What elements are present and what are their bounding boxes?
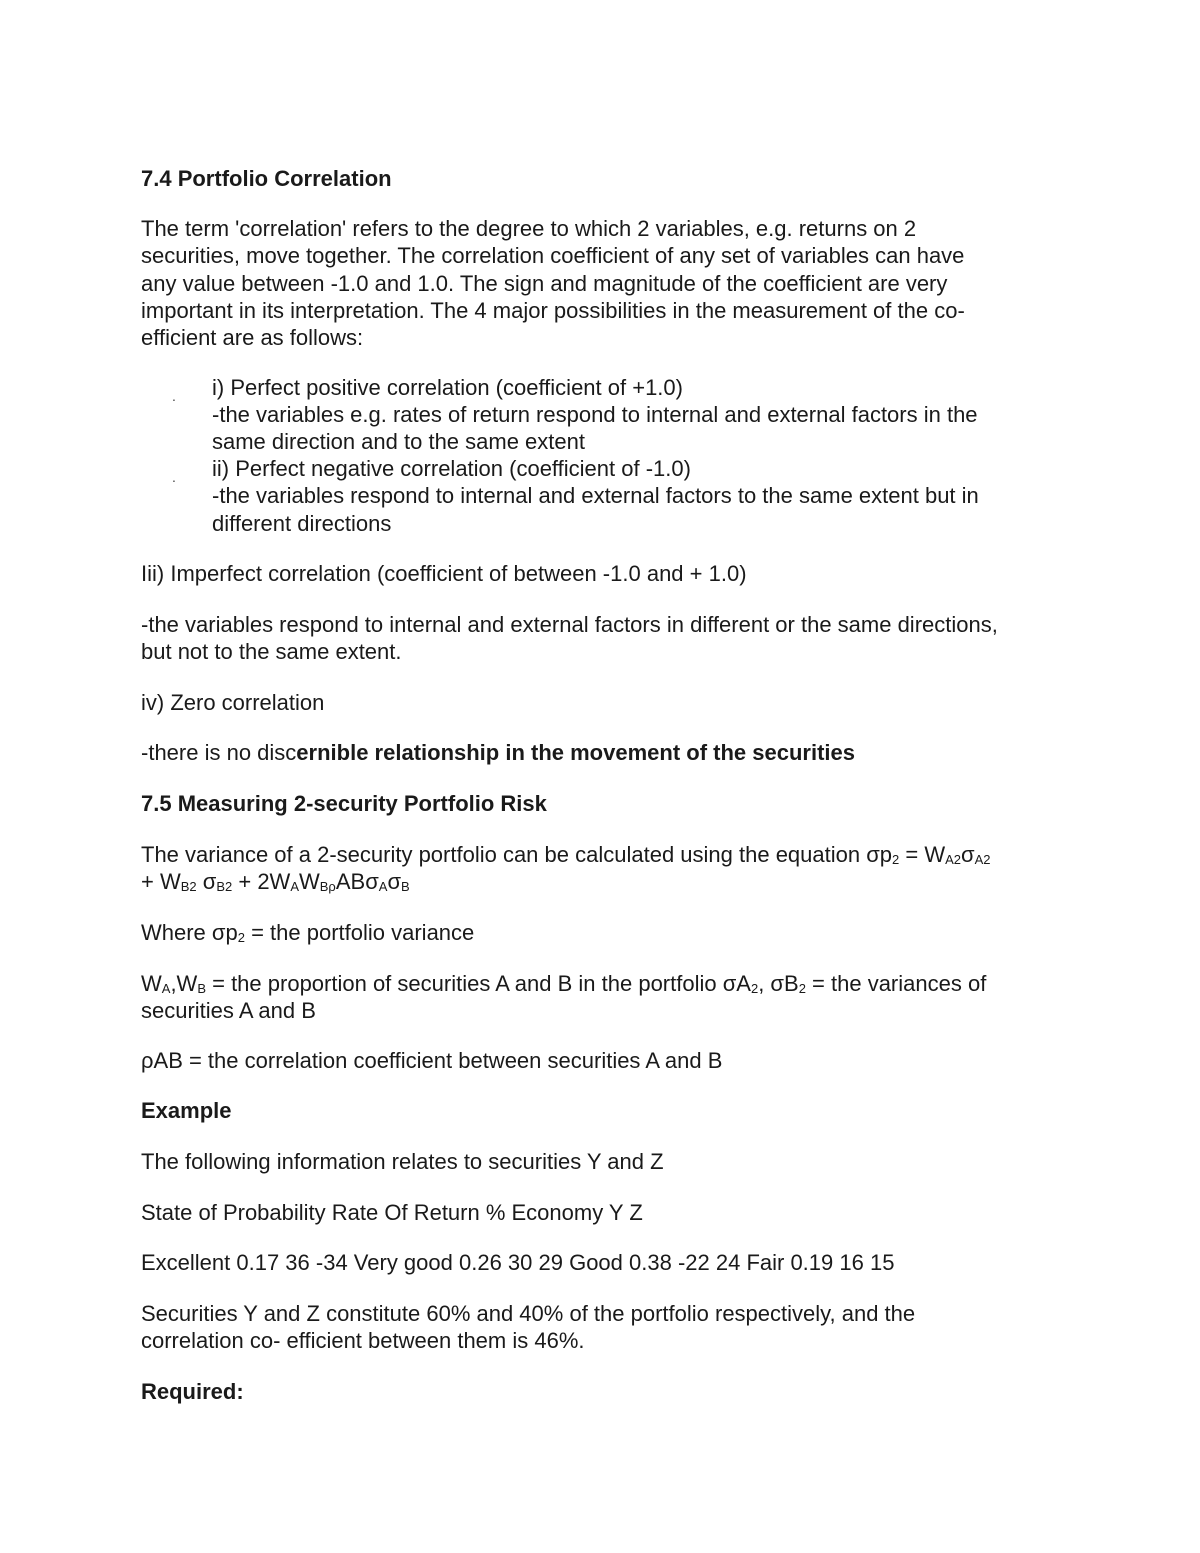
subscript: 2 bbox=[892, 852, 900, 867]
section-heading-7-5: 7.5 Measuring 2-security Portfolio Risk bbox=[141, 791, 547, 816]
subscript: A2 bbox=[974, 852, 991, 867]
subscript: B2 bbox=[180, 879, 197, 894]
paragraph-line: The following information relates to securities Y and Z bbox=[141, 1149, 664, 1174]
text-run: W bbox=[299, 869, 320, 894]
subscript: 2 bbox=[750, 981, 759, 996]
section-heading-7-4: 7.4 Portfolio Correlation bbox=[141, 166, 392, 191]
text-run: σ bbox=[387, 869, 402, 894]
paragraph-line: but not to the same extent. bbox=[141, 639, 402, 664]
text-run: ABσ bbox=[335, 869, 379, 894]
text-run: = the portfolio variance bbox=[244, 920, 475, 945]
paragraph-line: Securities Y and Z constitute 60% and 40% of the portfolio respectively, and the bbox=[141, 1301, 916, 1326]
paragraph-line: The term 'correlation' refers to the degree to which 2 variables, e.g. returns on 2 bbox=[141, 216, 917, 241]
bold-text-run: ernible relationship in the movement of the securities bbox=[296, 740, 855, 765]
text-run: ,W bbox=[170, 971, 198, 996]
required-heading: Required: bbox=[141, 1379, 244, 1404]
subscript: A2 bbox=[945, 852, 962, 867]
paragraph-line bbox=[141, 739, 855, 766]
list-item-title: ii) Perfect negative correlation (coefficient of -1.0) bbox=[212, 456, 691, 481]
list-bullet: . bbox=[172, 388, 176, 404]
list-item-desc: -the variables respond to internal and external factors to the same extent but in bbox=[212, 483, 979, 508]
paragraph-line: any value between -1.0 and 1.0. The sign and magnitude of the coefficient are very bbox=[141, 271, 948, 296]
subscript: A bbox=[290, 879, 299, 894]
subscript: B2 bbox=[216, 879, 233, 894]
correlation-type-title: Iii) Imperfect correlation (coefficient of between -1.0 and + 1.0) bbox=[141, 561, 747, 586]
list-item-title: i) Perfect positive correlation (coefficient of +1.0) bbox=[212, 375, 683, 400]
text-run: The variance of a 2-security portfolio can be calculated using the equation σp bbox=[141, 842, 893, 867]
subscript: B bbox=[401, 879, 410, 894]
definition-line: securities A and B bbox=[141, 998, 316, 1023]
list-item-desc: same direction and to the same extent bbox=[212, 429, 585, 454]
equation-line bbox=[141, 868, 410, 900]
correlation-type-title: iv) Zero correlation bbox=[141, 690, 325, 715]
paragraph-line: efficient are as follows: bbox=[141, 325, 364, 350]
text-run: W bbox=[141, 971, 162, 996]
text-run: Where σp bbox=[141, 920, 238, 945]
table-header-line: State of Probability Rate Of Return % Economy Y Z bbox=[141, 1200, 643, 1225]
list-item-desc: different directions bbox=[212, 511, 392, 536]
list-item-desc: -the variables e.g. rates of return respond to internal and external factors in the bbox=[212, 402, 978, 427]
text-run: + W bbox=[141, 869, 181, 894]
text-run: = the variances of bbox=[805, 971, 987, 996]
text-run: = W bbox=[899, 842, 946, 867]
definition-line bbox=[141, 919, 474, 951]
paragraph-line: securities, move together. The correlation coefficient of any set of variables can have bbox=[141, 243, 965, 268]
definition-line: ρAB = the correlation coefficient between securities A and B bbox=[141, 1048, 723, 1073]
subscript: A bbox=[161, 981, 171, 996]
subscript: A bbox=[378, 879, 388, 894]
subscript: 2 bbox=[237, 930, 245, 945]
text-run: -there is no disc bbox=[141, 740, 297, 765]
table-rows-line: Excellent 0.17 36 -34 Very good 0.26 30 29 Good 0.38 -22 24 Fair 0.19 16 15 bbox=[141, 1250, 895, 1275]
text-run: + 2W bbox=[232, 869, 291, 894]
subscript: B bbox=[197, 981, 206, 996]
paragraph-line: -the variables respond to internal and external factors in different or the same directions, bbox=[141, 612, 998, 637]
text-run: = the proportion of securities A and B in the portfolio σA bbox=[206, 971, 751, 996]
subscript: 2 bbox=[798, 981, 806, 996]
text-run: σ bbox=[196, 869, 217, 894]
paragraph-line: important in its interpretation. The 4 major possibilities in the measurement of the co- bbox=[141, 298, 965, 323]
text-run: , σB bbox=[758, 971, 799, 996]
paragraph-line: correlation co- efficient between them is 46%. bbox=[141, 1328, 585, 1353]
example-heading: Example bbox=[141, 1098, 232, 1123]
list-bullet: . bbox=[172, 469, 176, 485]
text-run: σ bbox=[961, 842, 975, 867]
subscript: Bρ bbox=[319, 879, 336, 894]
